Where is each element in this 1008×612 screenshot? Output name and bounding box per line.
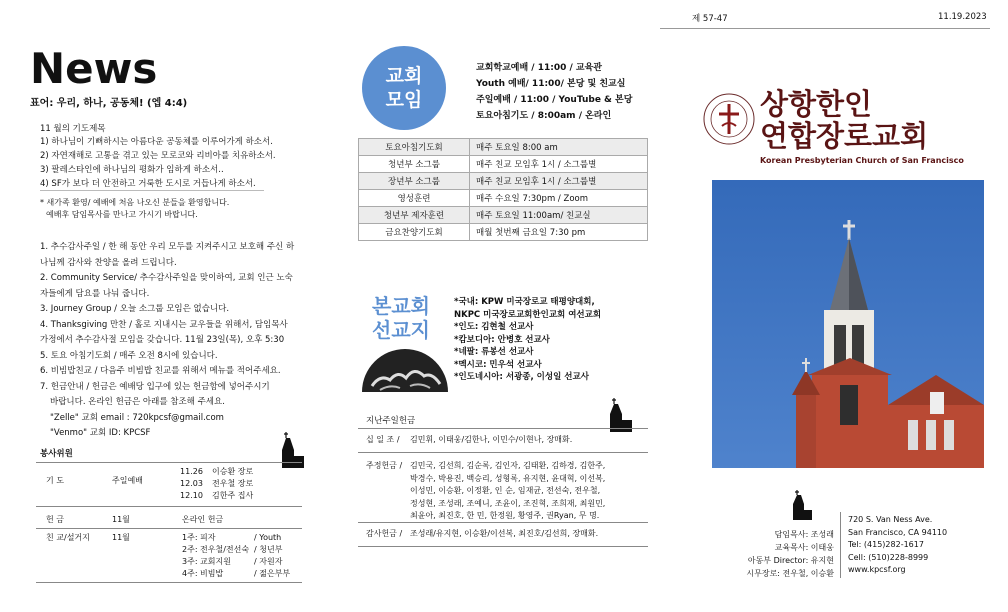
- offering-names: [410, 460, 605, 523]
- issue-date: 11.19.2023: [938, 12, 987, 22]
- volunteer-label-fellowship: 친 교/설거지: [46, 533, 90, 542]
- church-icon: [788, 488, 814, 522]
- divider: [36, 582, 302, 583]
- church-address: [848, 514, 947, 577]
- worship-line: 토요아침기도 / 8:00am / 온라인: [476, 111, 612, 121]
- staff-line: 교육목사: 이태웅: [774, 543, 834, 552]
- church-name-line2: 연합장로교회: [760, 119, 929, 153]
- header-divider: [660, 28, 990, 29]
- volunteer-label-prayer: 기 도: [46, 476, 64, 485]
- fellowship-week: 2주: 전우철/전선숙: [182, 545, 250, 554]
- table-row: [359, 207, 648, 224]
- address-line: San Francisco, CA 94110: [848, 527, 948, 537]
- prayer-item: 2) 자연재해로 고통을 겪고 있는 모로코와 리비아를 치유하소서.: [40, 151, 276, 161]
- worship-line: Youth 예배/ 11:00/ 본당 및 친교실: [476, 79, 626, 89]
- news-title: News: [30, 44, 158, 93]
- notice-line: 나님께 감사와 찬양을 올려 드립니다.: [40, 257, 177, 268]
- notice-line: 6. 비빔밥친교 / 다음주 비빔밥 친교를 위해서 메뉴를 적어주세요.: [40, 366, 281, 376]
- divider: [40, 190, 264, 191]
- worship-line: 주일예배 / 11:00 / YouTube & 본당: [476, 95, 633, 105]
- church-logo: [702, 92, 756, 146]
- welcome-line: * 새가족 환영/ 예배에 처음 나오신 분들을 환영합니다.: [40, 198, 230, 207]
- divider: [36, 528, 302, 529]
- notice-line: 1. 추수감사주일 / 한 해 동안 우리 모두를 지켜주시고 보호해 주신 하: [40, 242, 295, 252]
- missionary-line: NKPC 미국장로교회한인교회 여선교회: [454, 309, 602, 320]
- prayer-item: 3) 팔레스타인에 하나님의 평화가 임하게 하소서..: [40, 165, 224, 175]
- offering-label: 십 일 조 /: [366, 435, 400, 444]
- divider: [358, 522, 648, 523]
- missionary-line: *인도네시아: 서광종, 이성일 선교사: [454, 372, 589, 382]
- notice-line: 7. 헌금안내 / 헌금은 예배당 입구에 있는 헌금함에 넣어주시기: [40, 381, 270, 392]
- donor-line: 김민국, 김선희, 김순록, 김인자, 김태환, 김하경, 김한주,: [410, 461, 606, 470]
- offering-label: 감사헌금 /: [366, 529, 403, 538]
- divider: [358, 452, 648, 453]
- notice-line: 바랍니다. 온라인 헌금은 아래를 참조해 주세요.: [50, 397, 225, 407]
- meeting-table: [358, 138, 648, 241]
- notice-line: 가정에서 추수감사절 모임을 갖습니다. 11월 23일(목), 오후 5:30: [40, 335, 285, 345]
- prayer-list: [40, 135, 276, 191]
- offering-month: 11월: [112, 515, 130, 524]
- prayer-dates: [180, 466, 203, 502]
- prayer-title: 11 월의 기도제목: [40, 124, 106, 134]
- cell-line: Cell: (510)228-8999: [848, 552, 929, 562]
- meeting-name: 청년부 제자훈련: [359, 207, 470, 224]
- offering-names: 조성래/유지현, 이승환/이선복, 최진호/김선희, 장매화.: [410, 529, 599, 538]
- notice-line: 2. Community Service/ 추수감사주일을 맞이하여, 교회 인근 노숙: [40, 273, 293, 283]
- prayer-name: 김한주 집사: [212, 491, 254, 500]
- prayer-date: 12.10: [180, 491, 203, 500]
- prayer-date: 11.26: [180, 467, 203, 476]
- notice-line: 3. Journey Group / 오늘 소그룹 모임은 없습니다.: [40, 304, 230, 314]
- meeting-name: 장년부 소그룹: [359, 173, 470, 190]
- news-motto: 표어: 우리, 하나, 공동체! (엡 4:4): [30, 98, 188, 109]
- meeting-time: 매주 수요일 7:30pm / Zoom: [470, 190, 648, 207]
- divider: [36, 506, 302, 507]
- meeting-name: 영성훈련: [359, 190, 470, 207]
- prayer-item: 1) 하나님이 기뻐하시는 아름다운 공동체를 이루어가게 하소서.: [40, 137, 273, 147]
- donor-line: 박경수, 박용진, 백승리, 성형록, 유지현, 윤대혁, 이선복,: [410, 473, 606, 483]
- table-row: [359, 224, 648, 241]
- meeting-name: 토요아침기도회: [359, 139, 470, 156]
- staff-line: 시무장로: 전우철, 이승환: [746, 569, 834, 578]
- offering-names: 김민휘, 이태웅/김한나, 이민수/이현나, 장매화.: [410, 435, 573, 444]
- notice-line: "Venmo" 교회 ID: KPCSF: [50, 428, 151, 438]
- notice-list: [40, 240, 294, 442]
- fellowship-group: / 젊은부부: [254, 569, 291, 578]
- church-name-line1: 상항한인: [760, 87, 873, 121]
- welcome-line: 예배후 담임목사를 만나고 가시기 바랍니다.: [46, 210, 198, 219]
- fellowship-group: / Youth: [254, 533, 282, 542]
- prayer-name: 전우철 장로: [212, 479, 254, 488]
- meetings-badge: [362, 46, 446, 130]
- notice-line: 4. Thanksgiving 만찬 / 홀로 지내시는 교우들을 위해서, 담임목사: [40, 319, 288, 330]
- heading-line: 본교회: [372, 294, 430, 318]
- staff-list: [712, 528, 834, 580]
- divider: [36, 462, 302, 463]
- website-link[interactable]: www.kpcsf.org: [848, 565, 906, 574]
- welcome-note: [40, 197, 229, 221]
- donor-line: 최윤아, 최진호, 한 민, 한정원, 황영주, 권Ryan, 무 명.: [410, 511, 600, 520]
- missionary-line: *캄보디아: 안병호 선교사: [454, 334, 550, 345]
- heading-line: 선교지: [372, 318, 430, 342]
- notice-line: "Zelle" 교회 email : 720kpcsf@gmail.com: [50, 412, 224, 423]
- divider: [358, 546, 648, 547]
- badge-line: 교회: [385, 65, 423, 87]
- fellowship-week: 3주: 교회지원: [182, 557, 231, 566]
- donor-line: 정성현, 조성래, 조예니, 조윤이, 조진혁, 조희재, 최원민,: [410, 498, 606, 508]
- offering-label: 주정헌금 /: [366, 461, 403, 470]
- fellowship-weeks: [182, 532, 249, 580]
- meeting-name: 금요찬양기도회: [359, 224, 470, 241]
- globe-icon: [360, 346, 450, 392]
- missionary-line: *인도: 김현철 선교사: [454, 322, 534, 332]
- divider: [358, 428, 648, 429]
- fellowship-group: / 청년부: [254, 545, 283, 554]
- prayer-date: 12.03: [180, 479, 203, 488]
- staff-line: 담임목사: 조성래: [774, 530, 834, 539]
- fellowship-group: / 자원자: [254, 557, 283, 566]
- missionary-line: *국내: KPW 미국장로교 태평양대회,: [454, 297, 595, 307]
- notice-line: 자들에게 담요를 나눠 줍니다.: [40, 288, 150, 299]
- issue-number: 제 57-47: [692, 14, 728, 24]
- meeting-time: 매주 토요일 8:00 am: [470, 139, 648, 156]
- missionary-line: *멕시코: 민우석 선교사: [454, 359, 542, 370]
- meeting-time: 매주 친교 모임후 1시 / 소그룹별: [470, 173, 648, 190]
- prayer-name: 이승환 장로: [212, 467, 254, 476]
- fellowship-week: 1주: 피자: [182, 533, 216, 542]
- phone-line: Tel: (415)282-1617: [848, 540, 924, 549]
- worship-schedule: [476, 60, 632, 124]
- prayer-names: [212, 466, 253, 502]
- missionary-list: [454, 296, 601, 384]
- church-name: [760, 88, 928, 152]
- offerings-title: 지난주일헌금: [366, 416, 416, 426]
- church-english-name: Korean Presbyterian Church of San Francisco: [760, 156, 964, 165]
- volunteer-label-offering: 헌 금: [46, 515, 64, 524]
- table-row: [359, 156, 648, 173]
- address-line: 720 S. Van Ness Ave.: [848, 515, 933, 524]
- donor-line: 이성민, 이승환, 이정환, 인 순, 임재균, 전선숙, 전우철,: [410, 486, 601, 495]
- missionary-heading: [372, 294, 430, 342]
- fellowship-month: 11월: [112, 533, 130, 542]
- table-row: [359, 173, 648, 190]
- badge-line: 모임: [385, 89, 423, 111]
- church-photo: [712, 180, 984, 468]
- missionary-line: *네팔: 류봉선 선교사: [454, 347, 534, 357]
- fellowship-groups: [254, 532, 290, 580]
- fellowship-week: 4주: 비빔밥: [182, 569, 224, 578]
- meeting-time: 매월 첫번째 금요일 7:30 pm: [470, 224, 648, 241]
- notice-line: 5. 토요 아침기도회 / 매주 오전 8시에 있습니다.: [40, 350, 218, 361]
- divider: [840, 512, 841, 578]
- meeting-name: 청년부 소그룹: [359, 156, 470, 173]
- worship-line: 교회학교예배 / 11:00 / 교육관: [476, 63, 603, 73]
- volunteers-title: 봉사위원: [40, 449, 73, 459]
- table-row: [359, 139, 648, 156]
- volunteer-service: 주일예배: [112, 476, 143, 485]
- church-icon: [276, 430, 306, 470]
- meeting-time: 매주 친교 모임후 1시 / 소그룹별: [470, 156, 648, 173]
- offering-value: 온라인 헌금: [182, 515, 224, 524]
- staff-line: 아동부 Director: 유지현: [747, 556, 834, 565]
- meeting-time: 매주 토요일 11:00am/ 친교실: [470, 207, 648, 224]
- prayer-item: 4) SF가 보다 더 안전하고 거룩한 도시로 거듭나게 하소서.: [40, 179, 256, 189]
- table-row: [359, 190, 648, 207]
